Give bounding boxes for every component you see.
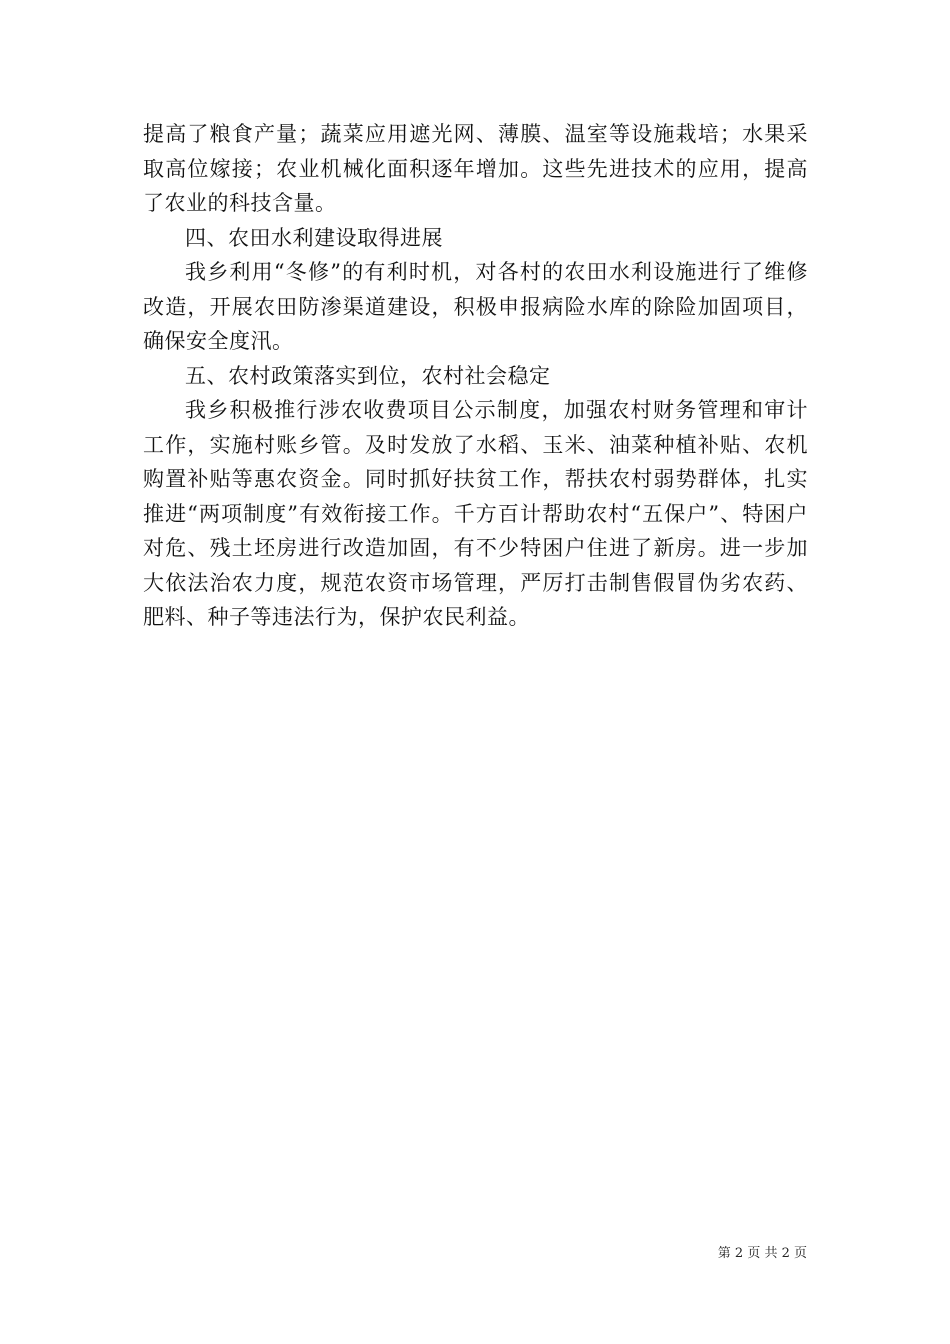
section-heading-rural-policy: 五、农村政策落实到位，农村社会稳定 [185,363,551,388]
document-body [143,117,808,635]
section-heading-irrigation: 四、农田水利建设取得进展 [185,225,443,250]
paragraph-irrigation: 我乡利用“冬修”的有利时机，对各村的农田水利设施进行了维修改造，开展农田防渗渠道建设，积极申报病险水库的除险加固项目，确保安全度汛。 [143,260,808,353]
paragraph-rural-policy: 我乡积极推行涉农收费项目公示制度，加强农村财务管理和审计工作，实施村账乡管。及时发放了水稻、玉米、油菜种植补贴、农机购置补贴等惠农资金。同时抓好扶贫工作，帮扶农村弱势群体，扎实推进“两项制度”有效衔接工作。千方百计帮助农村“五保户”、特困户对危、残土坯房进行改造加固，有不少特困户住进了新房。进一步加大依法治农力度，规范农资市场管理，严厉打击制售假冒伪劣农药、肥料、种子等违法行为，保护农民利益。 [143,398,808,629]
page-number-footer: 第 2 页 共 2 页 [717,1246,807,1261]
paragraph-continuation: 提高了粮食产量；蔬菜应用遮光网、薄膜、温室等设施栽培；水果采取高位嫁接；农业机械化面积逐年增加。这些先进技术的应用，提高了农业的科技含量。 [143,122,808,215]
